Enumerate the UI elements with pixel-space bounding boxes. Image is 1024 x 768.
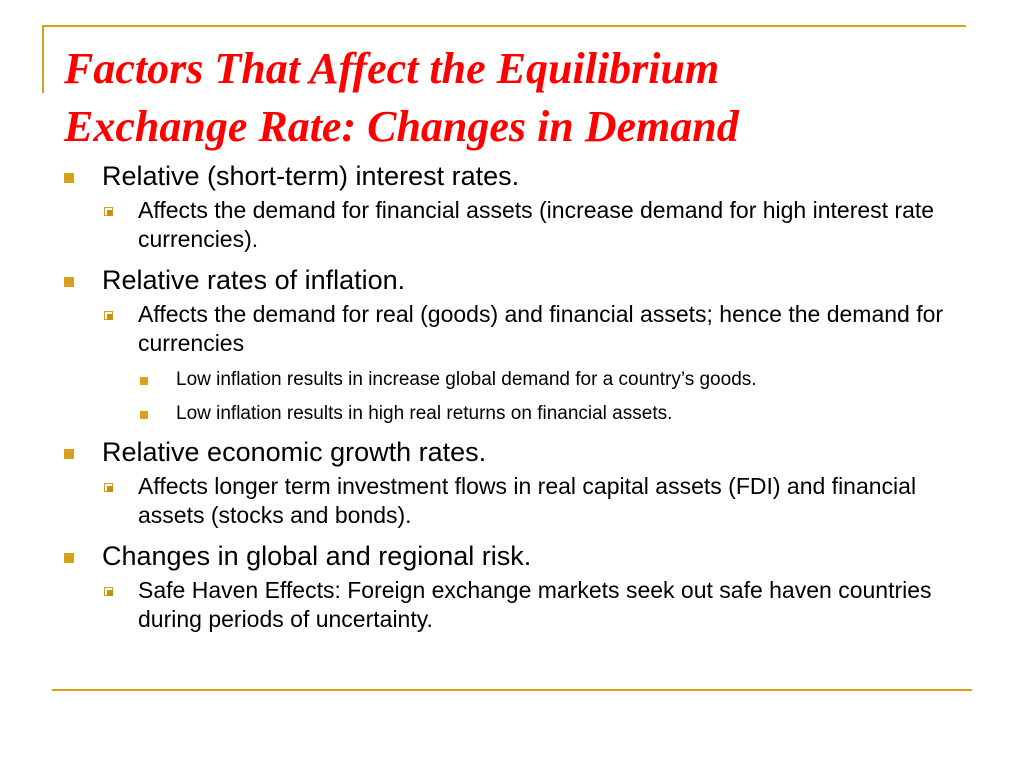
sub-bullet-safe-haven: [60, 576, 970, 634]
square-bullet-icon: [64, 553, 74, 563]
bullet-global-risk: [60, 540, 970, 572]
sub-bullet-text: Affects the demand for financial assets (increase demand for high interest rate currencies).: [138, 197, 935, 252]
sub-bullet-text: Affects longer term investment flows in real capital assets (FDI) and financial assets (stocks and bonds).: [138, 473, 917, 528]
bullet-growth-rates: [60, 436, 970, 468]
left-rule: [42, 25, 44, 93]
sub-bullet-investment-flows: [60, 472, 970, 530]
bullet-text: Relative rates of inflation.: [102, 265, 406, 295]
sub-sub-bullet-global-demand: [60, 368, 970, 392]
bullet-text: Relative (short-term) interest rates.: [102, 161, 520, 191]
sub-bullet-text: Affects the demand for real (goods) and financial assets; hence the demand for currencies: [138, 301, 944, 356]
sub-sub-bullet-text: Low inflation results in increase global demand for a country’s goods.: [176, 369, 757, 390]
square-bullet-icon: [64, 277, 74, 287]
hollow-square-bullet-icon: [104, 311, 113, 320]
sub-bullet-real-and-financial-assets: [60, 300, 970, 358]
slide-title-line-1: Factors That Affect the Equilibrium: [64, 44, 720, 93]
hollow-square-bullet-icon: [104, 587, 113, 596]
small-square-bullet-icon: [140, 377, 148, 385]
sub-bullet-text: Safe Haven Effects: Foreign exchange markets seek out safe haven countries during periods of uncertainty.: [138, 577, 932, 632]
bottom-rule: [52, 689, 972, 691]
bullet-text: Changes in global and regional risk.: [102, 541, 532, 571]
hollow-square-bullet-icon: [104, 483, 113, 492]
sub-bullet-financial-assets-demand: [60, 196, 970, 254]
sub-sub-bullet-text: Low inflation results in high real returns on financial assets.: [176, 403, 673, 424]
bullet-inflation: [60, 264, 970, 296]
bullet-interest-rates: [60, 160, 970, 192]
slide-title-line-2: Exchange Rate: Changes in Demand: [64, 102, 739, 151]
hollow-square-bullet-icon: [104, 207, 113, 216]
top-rule: [42, 25, 966, 27]
bullet-list: [60, 160, 970, 634]
bullet-text: Relative economic growth rates.: [102, 437, 487, 467]
slide-title: [64, 40, 994, 156]
square-bullet-icon: [64, 173, 74, 183]
sub-sub-bullet-real-returns: [60, 402, 970, 426]
square-bullet-icon: [64, 449, 74, 459]
small-square-bullet-icon: [140, 411, 148, 419]
